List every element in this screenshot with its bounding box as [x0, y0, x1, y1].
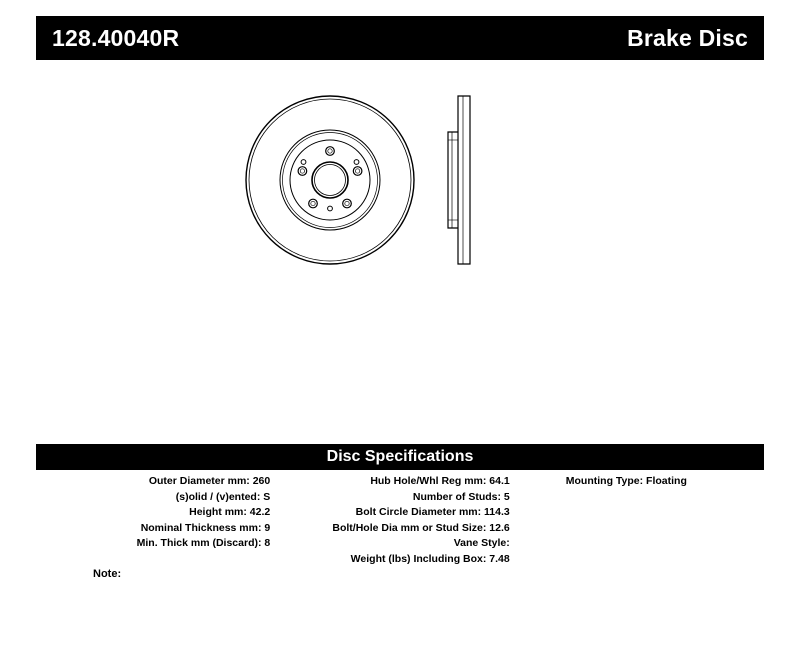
note-label: Note:	[93, 568, 122, 580]
spec-row: Height mm: 42.2	[189, 506, 271, 518]
spec-column-right	[524, 474, 764, 490]
spec-row: Weight (lbs) Including Box: 7.48	[350, 552, 510, 565]
spec-row: Outer Diameter mm: 260	[148, 475, 271, 487]
brake-rotor-face-view	[246, 96, 414, 264]
spec-row: Mounting Type: Floating	[565, 475, 687, 487]
spec-columns	[36, 474, 764, 567]
brake-rotor-edge-view	[448, 96, 470, 264]
product-type-label: Brake Disc	[627, 24, 748, 51]
spec-row: Min. Thick mm (Discard): 8	[136, 537, 271, 549]
spec-section-header	[36, 444, 764, 470]
spec-row: Number of Studs: 5	[412, 490, 510, 503]
note-area	[36, 568, 764, 580]
header-bar	[36, 16, 764, 60]
brake-disc-drawing-svg	[230, 80, 570, 280]
technical-drawing	[36, 80, 764, 420]
spec-column-left	[36, 474, 276, 552]
part-number: 128.40040R	[52, 24, 180, 51]
spec-row: Bolt/Hole Dia mm or Stud Size: 12.6	[332, 521, 510, 534]
spec-row: Bolt Circle Diameter mm: 114.3	[355, 506, 510, 518]
spec-row: Hub Hole/Whl Reg mm: 64.1	[370, 475, 510, 487]
spec-row: (s)olid / (v)ented: S	[175, 490, 271, 503]
spec-column-middle	[276, 474, 524, 567]
spec-row: Nominal Thickness mm: 9	[140, 521, 271, 534]
spec-row: Vane Style:	[453, 537, 510, 549]
spec-section-title: Disc Specifications	[326, 448, 474, 465]
